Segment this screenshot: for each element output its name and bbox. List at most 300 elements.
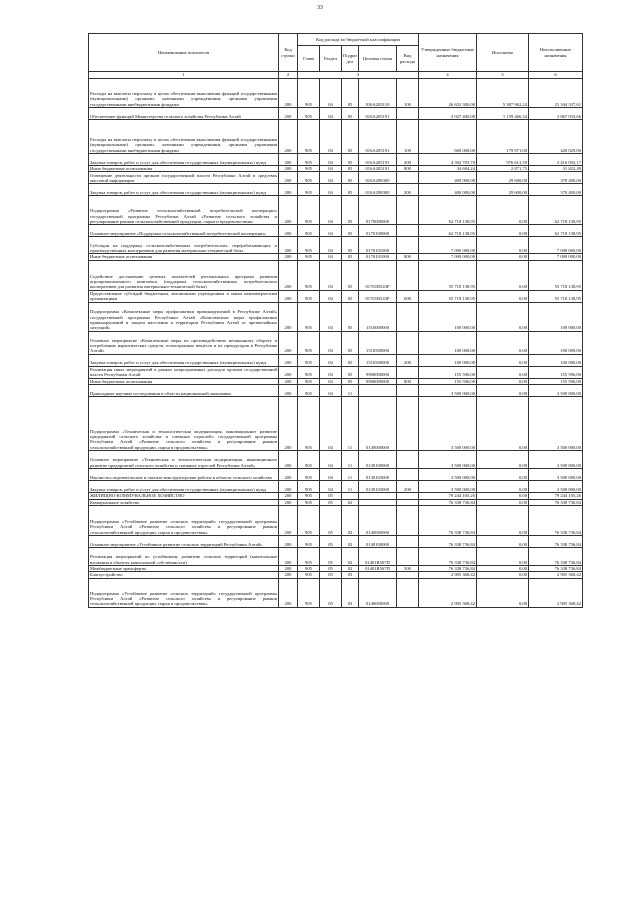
col-number: 2 xyxy=(279,72,298,79)
row-approved: 3 500 000,00 xyxy=(419,385,477,397)
row-unexecuted: 3 867 933,66 xyxy=(529,108,583,120)
row-name: Основное мероприятие «Техническая и технологическая модернизация, инновационное развитие предприятий сельского хозяйства и смежных отраслей Республики Алтай» xyxy=(89,451,279,469)
table-row xyxy=(89,290,583,302)
row-podrazdel: 02 xyxy=(342,506,359,536)
row-razdel: 05 xyxy=(320,536,342,548)
row-name: Содействие достижению целевых показателей региональных программ развития агропромышленного комплекса (поддержка сельскохозяйственных потребительских кооперативов для развития материально-технической базы) xyxy=(89,260,279,290)
row-executed: 0,00 xyxy=(477,578,529,607)
row-name: Обеспечение функций Министерства сельского хозяйства Республики Алтай xyxy=(89,108,279,120)
row-target: 01401R567П xyxy=(359,566,397,572)
row-podrazdel: 11 xyxy=(342,469,359,481)
row-executed: 0,00 xyxy=(477,331,529,354)
row-podrazdel: 11 xyxy=(342,397,359,451)
row-glava: 905 xyxy=(298,548,320,566)
row-name: Подпрограмма «Устойчивое развитие сельских территорий» государственной программы Республики Алтай «Развитие сельского хозяйства и регулирование рынков сельскохозяйственной продукции, сырья и продовольствия» xyxy=(89,506,279,536)
row-razdel: 05 xyxy=(320,572,342,578)
row-unexecuted: 7 000 000,00 xyxy=(529,237,583,254)
row-podrazdel: 05 xyxy=(342,302,359,331)
row-name: Основное мероприятие «Устойчивое развитие сельских территорий Республики Алтай» xyxy=(89,536,279,548)
row-vid: 800 xyxy=(397,166,419,172)
row-vid: 200 xyxy=(397,154,419,166)
row-executed: 2 871,75 xyxy=(477,166,529,172)
row-approved: 3 500 000,00 xyxy=(419,451,477,469)
row-approved: 155 596,00 xyxy=(419,378,477,384)
row-razdel: 04 xyxy=(320,260,342,290)
row-approved: 2 905 368,42 xyxy=(419,578,477,607)
row-unexecuted: 55 718 138,95 xyxy=(529,290,583,302)
row-approved: 3 500 000,00 xyxy=(419,481,477,493)
col-number: 5 xyxy=(477,72,529,79)
row-glava: 905 xyxy=(298,254,320,260)
col-number: 4 xyxy=(419,72,477,79)
row-executed: 0,00 xyxy=(477,254,529,260)
row-approved: 100 000,00 xyxy=(419,302,477,331)
table-row xyxy=(89,154,583,166)
row-razdel: 04 xyxy=(320,172,342,184)
row-name: Иные бюджетные ассигнования xyxy=(89,378,279,384)
row-vid: 200 xyxy=(397,354,419,366)
row-executed: 0,00 xyxy=(477,469,529,481)
table-row xyxy=(89,506,583,536)
row-vid xyxy=(397,237,419,254)
row-executed: 5 307 962,24 xyxy=(477,79,529,108)
row-unexecuted: 3 500 000,00 xyxy=(529,385,583,397)
row-vid: 100 xyxy=(397,120,419,154)
row-vid xyxy=(397,108,419,120)
row-target: 9900000000 xyxy=(359,378,397,384)
row-podrazdel: 11 xyxy=(342,451,359,469)
row-executed: 0,00 xyxy=(477,536,529,548)
row-vid: 200 xyxy=(397,481,419,493)
table-row xyxy=(89,108,583,120)
row-approved: 55 718 138,95 xyxy=(419,260,477,290)
row-executed: 179 971,00 xyxy=(477,120,529,154)
row-target: 01701R543Р xyxy=(359,290,397,302)
row-target: 016А298300 xyxy=(359,184,397,196)
row-razdel: 05 xyxy=(320,566,342,572)
row-target: 0140100000 xyxy=(359,536,397,548)
table-row xyxy=(89,260,583,290)
row-unexecuted: 3 500 000,00 xyxy=(529,451,583,469)
row-executed: 0,00 xyxy=(477,493,529,499)
row-glava: 905 xyxy=(298,572,320,578)
row-target: 0130000000 xyxy=(359,397,397,451)
row-vid xyxy=(397,536,419,548)
row-code: 200 xyxy=(279,366,298,378)
row-glava: 905 xyxy=(298,366,320,378)
row-target: 01701R543Р xyxy=(359,260,397,290)
row-razdel: 04 xyxy=(320,469,342,481)
row-unexecuted: 76 338 736,84 xyxy=(529,536,583,548)
row-approved: 76 338 736,84 xyxy=(419,499,477,505)
row-unexecuted: 3 416 092,17 xyxy=(529,154,583,166)
header-razdel: Раздел xyxy=(320,46,342,72)
row-glava: 905 xyxy=(298,493,320,499)
row-razdel: 04 xyxy=(320,254,342,260)
row-code: 200 xyxy=(279,331,298,354)
row-unexecuted: 3 500 000,00 xyxy=(529,481,583,493)
row-executed: 1 159 466,34 xyxy=(477,108,529,120)
row-vid xyxy=(397,385,419,397)
row-code: 200 xyxy=(279,166,298,172)
row-name: Подпрограмма «Комплексные меры профилактики правонарушений в Республике Алтай» государственной программы Республики Алтай «Комплексные меры профилактики правонарушений и защита населения и территории Республики Алтай от чрезвычайных ситуаций» xyxy=(89,302,279,331)
row-approved: 26 652 300,00 xyxy=(419,79,477,108)
row-vid xyxy=(397,506,419,536)
row-glava: 905 xyxy=(298,108,320,120)
row-glava: 905 xyxy=(298,578,320,607)
row-executed: 0,00 xyxy=(477,566,529,572)
row-executed: 0,00 xyxy=(477,290,529,302)
row-code: 200 xyxy=(279,578,298,607)
row-target: 0130103000 xyxy=(359,469,397,481)
row-razdel: 04 xyxy=(320,481,342,493)
table-row xyxy=(89,548,583,566)
table-row xyxy=(89,481,583,493)
row-podrazdel: 05 xyxy=(342,79,359,108)
row-unexecuted: 2 905 368,42 xyxy=(529,578,583,607)
row-unexecuted: 2 905 368,42 xyxy=(529,572,583,578)
row-razdel: 04 xyxy=(320,354,342,366)
row-executed: 0,00 xyxy=(477,397,529,451)
row-vid xyxy=(397,451,419,469)
row-unexecuted: 370 400,00 xyxy=(529,184,583,196)
row-name: Коммунальное хозяйство xyxy=(89,499,279,505)
row-vid xyxy=(397,172,419,184)
row-razdel: 05 xyxy=(320,548,342,566)
table-row xyxy=(89,184,583,196)
row-razdel: 04 xyxy=(320,120,342,154)
row-name: Закупка товаров, работ и услуг для обеспечения государственных (муниципальных) нужд xyxy=(89,154,279,166)
header-row-code: Код строки xyxy=(279,34,298,72)
row-razdel: 04 xyxy=(320,331,342,354)
row-glava: 905 xyxy=(298,378,320,384)
row-podrazdel: 05 xyxy=(342,166,359,172)
row-vid: 800 xyxy=(397,254,419,260)
row-name: Иные бюджетные ассигнования xyxy=(89,254,279,260)
row-target: 016А298300 xyxy=(359,172,397,184)
row-razdel: 04 xyxy=(320,184,342,196)
row-code: 200 xyxy=(279,260,298,290)
row-razdel: 04 xyxy=(320,378,342,384)
row-executed: 0,00 xyxy=(477,506,529,536)
header-unexecuted: Неисполненные назначения xyxy=(529,34,583,72)
table-row xyxy=(89,331,583,354)
row-name: Реализация иных мероприятий в рамках непрограммных расходов органов государственной власти Республики Алтай xyxy=(90,367,277,378)
row-name: Основное мероприятие «Комплексные меры по противодействию незаконному обороту и потреблению наркотических средств, психотропных веществ и их прекурсоров в Республике Алтай» xyxy=(89,331,279,354)
row-razdel: 04 xyxy=(320,290,342,302)
row-unexecuted: 76 338 736,84 xyxy=(529,548,583,566)
row-razdel: 04 xyxy=(320,154,342,166)
table-row xyxy=(89,79,583,108)
row-executed: 0,00 xyxy=(477,354,529,366)
row-approved: 34 694,24 xyxy=(419,166,477,172)
table-row xyxy=(89,237,583,254)
row-razdel: 04 xyxy=(320,385,342,397)
row-target: 0170100000 xyxy=(359,225,397,237)
row-glava: 905 xyxy=(298,166,320,172)
row-razdel: 04 xyxy=(320,225,342,237)
table-row xyxy=(89,536,583,548)
row-glava: 905 xyxy=(298,237,320,254)
row-glava: 905 xyxy=(298,536,320,548)
row-code: 200 xyxy=(279,536,298,548)
row-approved: 400 000,00 xyxy=(419,172,477,184)
row-target: 0130100000 xyxy=(359,451,397,469)
row-executed: 0,00 xyxy=(477,548,529,566)
row-glava: 905 xyxy=(298,354,320,366)
row-unexecuted: 76 338 736,84 xyxy=(529,566,583,572)
row-name: Расходы на выплаты персоналу в целях обеспечения выполнения функций государственными (муниципальными) органами, казенными учреждениями, органами управления государственными внебюджетными фондами xyxy=(89,120,279,154)
row-unexecuted: 62 718 138,95 xyxy=(529,225,583,237)
row-code: 200 xyxy=(279,378,298,384)
row-approved: 79 244 105,26 xyxy=(419,493,477,499)
row-glava: 905 xyxy=(298,184,320,196)
row-code: 200 xyxy=(279,385,298,397)
row-razdel: 04 xyxy=(320,237,342,254)
row-code: 200 xyxy=(279,79,298,108)
row-code: 200 xyxy=(279,397,298,451)
row-target: 0140000000 xyxy=(359,506,397,536)
row-approved: 3 500 000,00 xyxy=(419,469,477,481)
row-target: 0170000000 xyxy=(359,196,397,225)
row-glava: 905 xyxy=(298,290,320,302)
row-vid: 100 xyxy=(397,79,419,108)
row-target: 016А205191 xyxy=(359,154,397,166)
row-approved: 7 000 000,00 xyxy=(419,254,477,260)
row-podrazdel: 05 xyxy=(342,254,359,260)
row-vid xyxy=(397,548,419,566)
row-podrazdel: 02 xyxy=(342,566,359,572)
row-podrazdel: 03 xyxy=(342,572,359,578)
row-razdel: 05 xyxy=(320,499,342,505)
row-glava: 905 xyxy=(298,451,320,469)
row-approved: 76 338 736,84 xyxy=(419,536,477,548)
row-approved: 3 027 400,00 xyxy=(419,108,477,120)
row-approved: 155 596,00 xyxy=(419,366,477,378)
row-glava: 905 xyxy=(298,481,320,493)
row-unexecuted: 3 500 000,00 xyxy=(529,397,583,451)
row-glava: 905 xyxy=(298,260,320,290)
table-row xyxy=(89,225,583,237)
row-code: 200 xyxy=(279,548,298,566)
row-target: 9900000000 xyxy=(359,366,397,378)
row-executed: 0,00 xyxy=(477,385,529,397)
row-target: 0140000000 xyxy=(359,578,397,607)
row-glava: 905 xyxy=(298,302,320,331)
row-vid xyxy=(397,331,419,354)
header-glava: Глава xyxy=(298,46,320,72)
row-name: Расходы на выплаты персоналу в целях обеспечения выполнения функций государственными (муниципальными) органами, казенными учреждениями, органами управления государственными внебюджетными фондами xyxy=(89,79,279,108)
row-vid: 200 xyxy=(397,184,419,196)
row-glava: 905 xyxy=(298,385,320,397)
row-podrazdel: 03 xyxy=(342,578,359,607)
column-number-row xyxy=(89,72,583,79)
row-vid xyxy=(397,397,419,451)
row-vid: 600 xyxy=(397,290,419,302)
row-unexecuted: 155 596,00 xyxy=(529,366,583,378)
header-podrazdel: Подраз дел xyxy=(342,46,359,72)
row-executed: 0,00 xyxy=(477,237,529,254)
row-vid xyxy=(397,366,419,378)
row-razdel: 04 xyxy=(320,302,342,331)
row-code: 200 xyxy=(279,172,298,184)
col-number: 3 xyxy=(298,72,419,79)
table-row xyxy=(89,302,583,331)
table-row xyxy=(89,172,583,184)
row-unexecuted: 100 000,00 xyxy=(529,302,583,331)
row-razdel: 05 xyxy=(320,506,342,536)
row-code: 200 xyxy=(279,451,298,469)
row-unexecuted: 62 718 138,95 xyxy=(529,196,583,225)
row-glava: 905 xyxy=(298,331,320,354)
row-unexecuted: 55 718 138,95 xyxy=(529,260,583,290)
row-glava: 905 xyxy=(298,506,320,536)
row-target: 1510000000 xyxy=(359,302,397,331)
row-approved: 62 718 138,95 xyxy=(419,225,477,237)
row-executed: 0,00 xyxy=(477,366,529,378)
row-approved: 76 338 736,84 xyxy=(419,548,477,566)
row-target: 1510500000 xyxy=(359,331,397,354)
row-razdel: 04 xyxy=(320,397,342,451)
header-executed: Исполнено xyxy=(477,34,529,72)
table-row xyxy=(89,451,583,469)
header-vid: Вид расхода xyxy=(397,46,419,72)
row-target: 016А205191 xyxy=(359,108,397,120)
row-unexecuted: 420 029,00 xyxy=(529,120,583,154)
header-target: Целевая статья xyxy=(359,46,397,72)
row-razdel: 04 xyxy=(320,451,342,469)
row-podrazdel: 05 xyxy=(342,172,359,184)
row-podrazdel: 05 xyxy=(342,378,359,384)
row-podrazdel: 05 xyxy=(342,366,359,378)
row-razdel: 04 xyxy=(320,196,342,225)
row-unexecuted: 31 822,49 xyxy=(529,166,583,172)
row-approved: 600 000,00 xyxy=(419,120,477,154)
row-code: 200 xyxy=(279,499,298,505)
row-unexecuted: 155 596,00 xyxy=(529,378,583,384)
table-row xyxy=(89,578,583,607)
row-podrazdel: 05 xyxy=(342,196,359,225)
table-row xyxy=(89,397,583,451)
row-code: 200 xyxy=(279,566,298,572)
row-name: Освещение деятельности органов государственной власти Республики Алтай в средствах массовой информации xyxy=(90,172,277,183)
row-name: Межбюджетные трансферты xyxy=(89,566,279,572)
row-executed: 0,00 xyxy=(477,481,529,493)
row-vid xyxy=(397,578,419,607)
row-unexecuted: 3 500 000,00 xyxy=(529,469,583,481)
row-target: 0130103000 xyxy=(359,481,397,493)
row-executed: 0,00 xyxy=(477,225,529,237)
header-code-group: Код расхода по бюджетной классификации xyxy=(298,34,419,46)
table-row xyxy=(89,354,583,366)
row-name: Закупка товаров, работ и услуг для обеспечения государственных (муниципальных) нужд xyxy=(89,184,279,196)
row-podrazdel: 05 xyxy=(342,184,359,196)
row-code: 200 xyxy=(279,108,298,120)
row-podrazdel: 11 xyxy=(342,481,359,493)
row-vid xyxy=(397,302,419,331)
row-target: 016А205191 xyxy=(359,166,397,172)
row-razdel: 04 xyxy=(320,366,342,378)
row-razdel: 05 xyxy=(320,578,342,607)
row-glava: 905 xyxy=(298,120,320,154)
row-approved: 400 000,00 xyxy=(419,184,477,196)
row-unexecuted: 21 344 337,61 xyxy=(529,79,583,108)
row-code: 200 xyxy=(279,254,298,260)
header-approved: Утвержденные бюджетные назначения xyxy=(419,34,477,72)
row-target: 0170101000 xyxy=(359,237,397,254)
row-vid xyxy=(397,225,419,237)
row-executed: 0,00 xyxy=(477,499,529,505)
header-name: Наименование показателя xyxy=(89,34,279,72)
row-name: Закупка товаров, работ и услуг для обеспечения государственных (муниципальных) нужд xyxy=(89,481,279,493)
row-vid: 500 xyxy=(397,566,419,572)
row-code: 200 xyxy=(279,481,298,493)
row-approved: 3 500 000,00 xyxy=(419,397,477,451)
row-approved: 7 000 000,00 xyxy=(419,237,477,254)
row-name: Иные бюджетные ассигнования xyxy=(89,166,279,172)
row-name: Научно-исследовательские и опытно-конструкторские работы в области сельского хозяйства xyxy=(89,469,279,481)
row-target: 01401R567П xyxy=(359,548,397,566)
row-code: 200 xyxy=(279,572,298,578)
row-executed: 0,00 xyxy=(477,196,529,225)
row-approved: 62 718 138,95 xyxy=(419,196,477,225)
row-razdel: 05 xyxy=(320,493,342,499)
row-code: 200 xyxy=(279,225,298,237)
row-executed: 0,00 xyxy=(477,572,529,578)
row-executed: 29 600,00 xyxy=(477,184,529,196)
row-unexecuted: 7 000 000,00 xyxy=(529,254,583,260)
row-name: Субсидии на поддержку сельскохозяйственных потребительских, перерабатывающих и производственных кооперативов для развития материально-технической базы xyxy=(89,237,279,254)
row-podrazdel: 02 xyxy=(342,548,359,566)
row-name: Закупка товаров, работ и услуг для обеспечения государственных (муниципальных) нужд xyxy=(89,354,279,366)
row-glava: 905 xyxy=(298,499,320,505)
row-unexecuted: 370 400,00 xyxy=(529,172,583,184)
row-approved: 76 338 736,84 xyxy=(419,566,477,572)
row-glava: 905 xyxy=(298,566,320,572)
row-name: Подпрограмма «Техническая и технологическая модернизация, инновационное развитие предприятий сельского хозяйства и смежных отраслей» государственной программы Республики Алтай «Развитие сельского хозяйства и регулирование рынков сельскохозяйственной продукции, сырья и продовольствия» xyxy=(89,397,279,451)
row-glava: 905 xyxy=(298,79,320,108)
row-glava: 905 xyxy=(298,469,320,481)
table-body xyxy=(89,79,583,608)
budget-table xyxy=(88,33,583,608)
row-executed: 0,00 xyxy=(477,378,529,384)
row-target: 1510500000 xyxy=(359,354,397,366)
row-vid xyxy=(397,469,419,481)
row-approved: 4 392 705,70 xyxy=(419,154,477,166)
row-executed: 0,00 xyxy=(477,302,529,331)
row-name: Подпрограмма «Устойчивое развитие сельских территорий» государственной программы Республики Алтай «Развитие сельского хозяйства и регулирование рынков сельскохозяйственной продукции, сырья и продовольствия» xyxy=(89,578,279,607)
row-podrazdel: 02 xyxy=(342,536,359,548)
row-code: 200 xyxy=(279,506,298,536)
row-unexecuted: 76 338 736,84 xyxy=(529,499,583,505)
row-target: 016А205110 xyxy=(359,79,397,108)
row-vid: 800 xyxy=(397,378,419,384)
row-podrazdel: 05 xyxy=(342,260,359,290)
row-razdel: 04 xyxy=(320,166,342,172)
table-row xyxy=(89,196,583,225)
row-podrazdel: 02 xyxy=(342,499,359,505)
row-approved: 2 905 368,42 xyxy=(419,572,477,578)
row-name: Основное мероприятие «Поддержка сельскохозяйственной потребительской кооперации» xyxy=(89,225,279,237)
table-header xyxy=(89,34,583,79)
table-row xyxy=(89,366,583,378)
row-name: Прикладные научные исследования в области национальной экономики xyxy=(89,385,279,397)
row-executed: 0,00 xyxy=(477,451,529,469)
row-code: 200 xyxy=(279,120,298,154)
row-razdel: 04 xyxy=(320,108,342,120)
row-code: 200 xyxy=(279,154,298,166)
table-row xyxy=(89,385,583,397)
